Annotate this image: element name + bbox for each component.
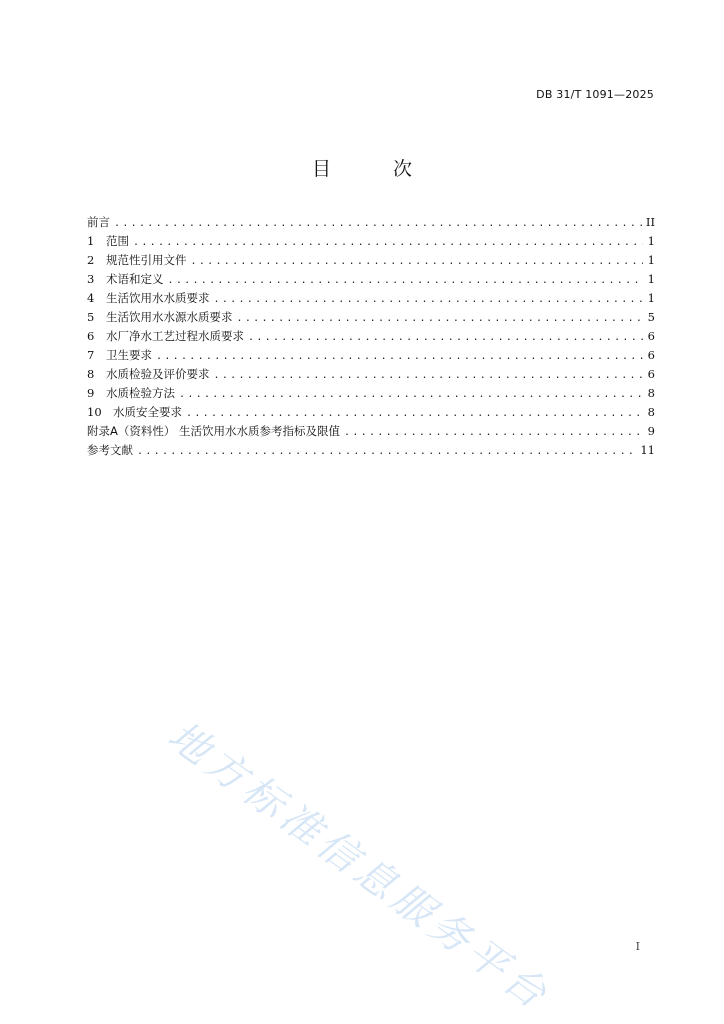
toc-entry-title: 前言 [87, 215, 110, 229]
toc-entry-title: 水质检验方法 [106, 386, 175, 400]
toc-entry-title: 生活饮用水水源水质要求 [106, 310, 233, 324]
toc-entry-number: 3 [87, 272, 95, 286]
toc-entry-foreword[interactable] [87, 213, 655, 232]
toc-entry-page: II [645, 215, 655, 229]
toc-entry-number: 10 [87, 405, 102, 419]
toc-entry-page: 1 [647, 291, 655, 305]
toc-leader-dots [114, 214, 642, 233]
toc-entry-page: 8 [647, 405, 655, 419]
toc-entry-number: 9 [87, 386, 95, 400]
toc-entry-title: 水厂净水工艺过程水质要求 [106, 329, 244, 343]
toc-leader-dots [191, 252, 644, 271]
toc-entry-3[interactable] [87, 270, 655, 289]
toc-leader-dots [168, 271, 644, 290]
toc-entry-appendix-a[interactable] [87, 422, 655, 441]
toc-entry-6[interactable] [87, 327, 655, 346]
toc-entry-5[interactable] [87, 308, 655, 327]
toc-entry-2[interactable] [87, 251, 655, 270]
toc-entry-page: 1 [647, 272, 655, 286]
toc-entry-number: 5 [87, 310, 95, 324]
toc-leader-dots [133, 233, 643, 252]
toc-entry-page: 11 [640, 443, 655, 457]
toc-entry-number: 7 [87, 348, 95, 362]
toc-entry-page: 5 [647, 310, 655, 324]
toc-entry-number: 2 [87, 253, 95, 267]
toc-entry-page: 6 [647, 348, 655, 362]
toc-entry-title: 术语和定义 [106, 272, 164, 286]
page-title: 目 次 [311, 158, 441, 180]
toc-entry-number: 1 [87, 234, 95, 248]
toc-entry-1[interactable] [87, 232, 655, 251]
toc-entry-title: 卫生要求 [106, 348, 152, 362]
toc-entry-page: 1 [647, 234, 655, 248]
toc-leader-dots [237, 309, 644, 328]
toc-entry-title: 水质检验及评价要求 [106, 367, 210, 381]
toc-leader-dots [248, 328, 643, 347]
toc-entry-page: 6 [647, 329, 655, 343]
toc-entry-title: 规范性引用文件 [106, 253, 187, 267]
toc-entry-10[interactable] [87, 403, 655, 422]
toc-entry-7[interactable] [87, 346, 655, 365]
toc-leader-dots [186, 404, 643, 423]
watermark: 地方标准信息服务平台 [159, 712, 559, 1021]
toc-entry-page: 1 [647, 253, 655, 267]
toc-leader-dots [156, 347, 643, 366]
toc-entry-number: 6 [87, 329, 95, 343]
table-of-contents [87, 213, 655, 460]
toc-leader-dots [137, 442, 636, 461]
toc-entry-title: 生活饮用水水质要求 [106, 291, 210, 305]
document-code: DB 31/T 1091—2025 [536, 88, 654, 101]
toc-leader-dots [179, 385, 643, 404]
toc-leader-dots [344, 423, 643, 442]
toc-entry-9[interactable] [87, 384, 655, 403]
toc-entry-references[interactable] [87, 441, 655, 460]
toc-entry-4[interactable] [87, 289, 655, 308]
toc-entry-title: 范围 [106, 234, 129, 248]
toc-entry-8[interactable] [87, 365, 655, 384]
page-number: I [635, 940, 640, 953]
toc-entry-page: 6 [647, 367, 655, 381]
toc-entry-title: 水质安全要求 [113, 405, 182, 419]
toc-entry-title: 附录A（资料性） 生活饮用水水质参考指标及限值 [87, 424, 341, 438]
toc-entry-number: 4 [87, 291, 95, 305]
toc-entry-page: 8 [647, 386, 655, 400]
toc-entry-number: 8 [87, 367, 95, 381]
toc-leader-dots [214, 366, 644, 385]
toc-entry-title: 参考文献 [87, 443, 133, 457]
toc-entry-page: 9 [647, 424, 655, 438]
toc-leader-dots [214, 290, 644, 309]
